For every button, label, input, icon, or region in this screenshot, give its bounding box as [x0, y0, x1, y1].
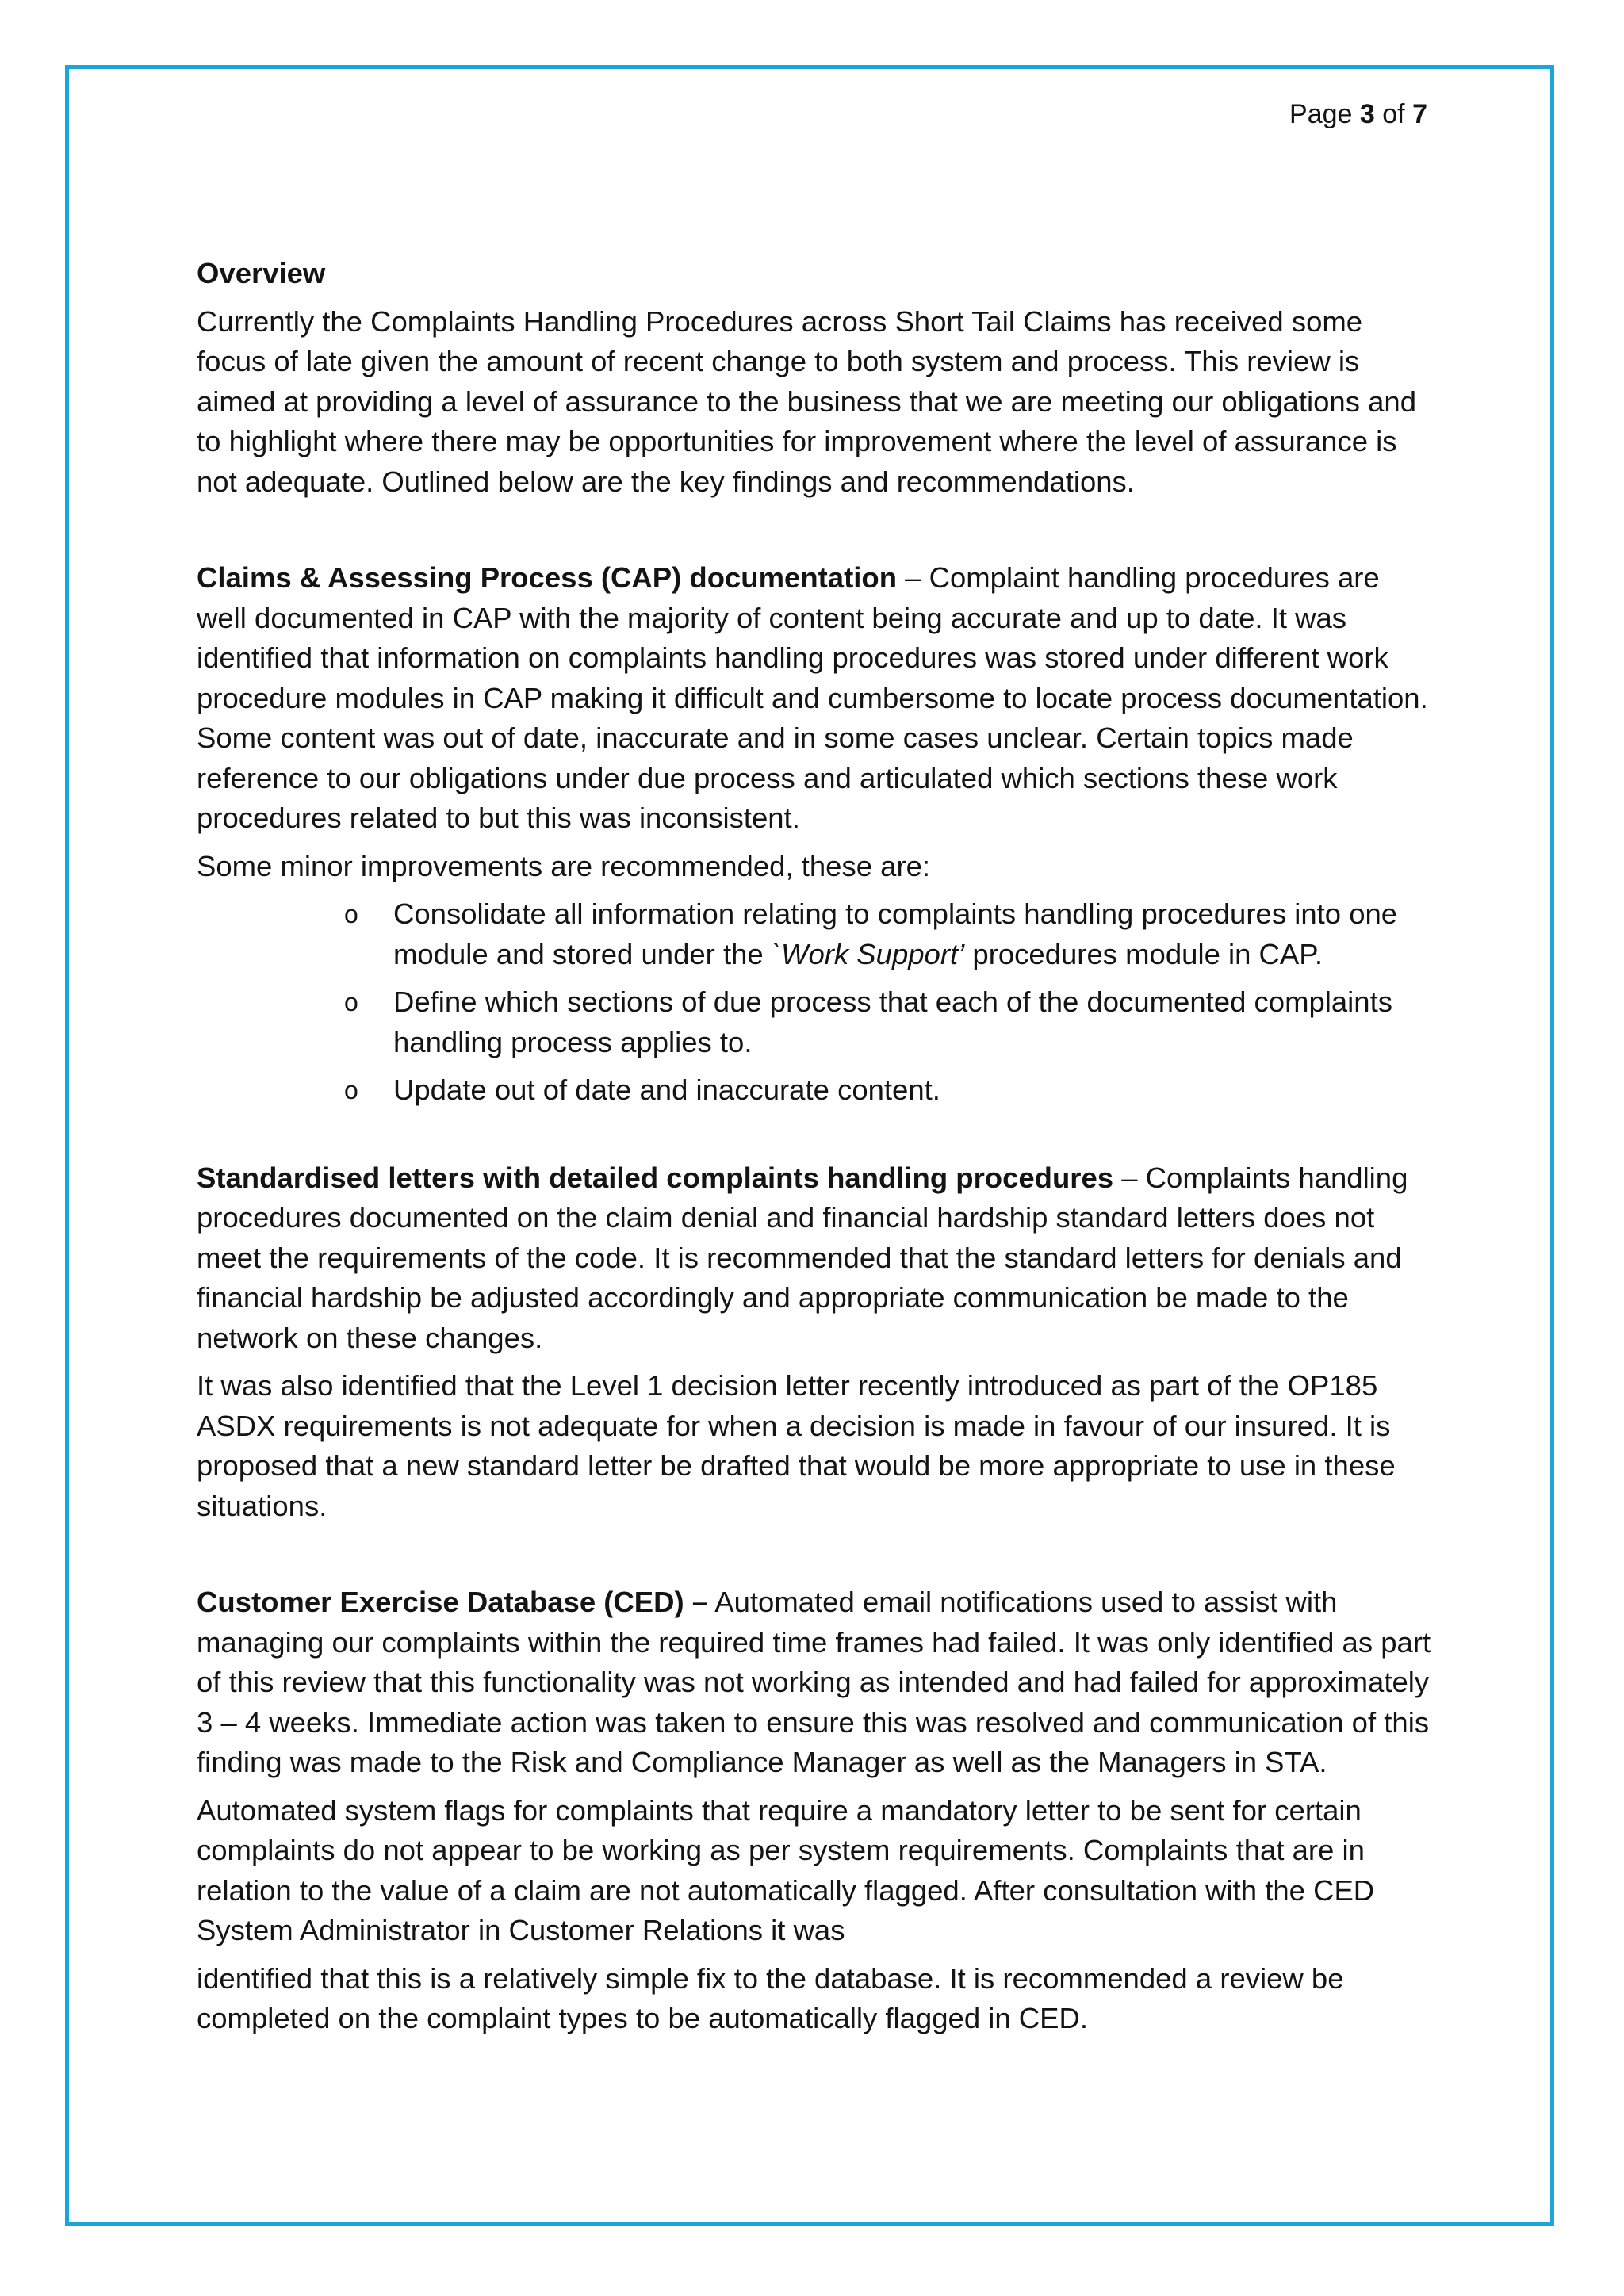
ced-paragraph: [197, 1582, 1434, 1783]
cap-body: Complaint handling procedures are well documented in CAP with the majority of content being accurate and up to date. It was identified that information on complaints handling procedures was stored under different work procedure modules in CAP making it difficult and cumbersome to locate process documentation. Some content was out of date, inaccurate and in some cases unclear. Certain topics made reference to our obligations under due process and articulated which sections these work procedures related to but this was inconsistent.: [197, 561, 1428, 834]
document-body: [197, 254, 1434, 2039]
letters-body: Complaints handling procedures documented on the claim denial and financial hardship standard letters does not meet the requirements of the code. It is recommended that the standard letters for denials and financial hardship be adjusted accordingly and appropriate communication be made to the network on these changes.: [197, 1161, 1408, 1354]
list-item: o Define which sections of due process that each of the documented complaints handling process applies to.: [393, 982, 1434, 1062]
overview-heading: Overview: [197, 257, 326, 289]
bullet-icon: o: [344, 988, 358, 1016]
cap-paragraph: Claims & Assessing Process (CAP) documentation – Complaint handling procedures are well documented in CAP with the majority of content being accurate and up to date. It was identified that information on complaints handling procedures was stored under different work procedure modules in CAP making it difficult and cumbersome to locate process documentation. Some content was out of date, inaccurate and in some cases unclear. Certain topics made reference to our obligations under due process and articulated which sections these work procedures related to but this was inconsistent.: [197, 561, 1428, 834]
letters-paragraph-2: It was also identified that the Level 1 decision letter recently introduced as part of the OP185 ASDX requirements is not adequate for when a decision is made in favour of our insured. It is proposed that a new standard letter be drafted that would be more appropriate to use in these situations.: [197, 1369, 1396, 1522]
cap-section: [197, 558, 1434, 1111]
letters-paragraph: Standardised letters with detailed complaints handling procedures – Complaints handling procedures documented on the claim denial and financial hardship standard letters does not meet the requirements of the code. It is recommended that the standard letters for denials and financial hardship be adjusted accordingly and appropriate communication be made to the network on these changes.: [197, 1161, 1408, 1354]
letters-section: [197, 1158, 1434, 1527]
ced-paragraph-3: identified that this is a relatively simple fix to the database. It is recommended a review be completed on the complaint types to be automatically flagged in CED.: [197, 1961, 1344, 2034]
page-total: 7: [1412, 99, 1427, 129]
bullet-icon: o: [344, 900, 358, 928]
list-item: o Consolidate all information relating to complaints handling procedures into one module and stored under the `Work Support’ procedures module in CAP.: [393, 894, 1434, 974]
ced-paragraph-2: Automated system flags for complaints that require a mandatory letter to be sent for certain complaints do not appear to be working as per system requirements. Complaints that are in relation to the value of a claim are not automatically flagged. After consultation with the CED System Administrator in Customer Relations it was: [197, 1793, 1375, 1946]
overview-section: [197, 254, 1434, 502]
letters-heading: Standardised letters with detailed complaints handling procedures: [197, 1161, 1114, 1194]
bullet-icon: o: [344, 1076, 358, 1104]
ced-body: Automated email notifications used to assist with managing our complaints within the required time frames had failed. It was only identified as part of this review that this functionality was not working as intended and had failed for approximately 3 – 4 weeks. Immediate action was taken to ensure this was resolved and communication of this finding was made to the Risk and Compliance Manager as well as the Managers in STA.: [197, 1586, 1431, 1778]
cap-heading: Claims & Assessing Process (CAP) documentation: [197, 561, 897, 594]
recommendations-list: [197, 894, 1434, 1111]
ced-section: [197, 1582, 1434, 2039]
cap-improvements-intro: Some minor improvements are recommended, these are:: [197, 849, 931, 882]
page-current: 3: [1359, 99, 1375, 129]
list-item: o Update out of date and inaccurate content.: [393, 1070, 1434, 1111]
page-number: Page 3 of 7: [1289, 99, 1427, 129]
ced-heading: Customer Exercise Database (CED) –: [197, 1586, 709, 1618]
overview-paragraph: Currently the Complaints Handling Procedures across Short Tail Claims has received some focus of late given the amount of recent change to both system and process. This review is aimed at providing a level of assurance to the business that we are meeting our obligations and to highlight where there may be opportunities for improvement where the level of assurance is not adequate. Outlined below are the key findings and recommendations.: [197, 304, 1416, 498]
